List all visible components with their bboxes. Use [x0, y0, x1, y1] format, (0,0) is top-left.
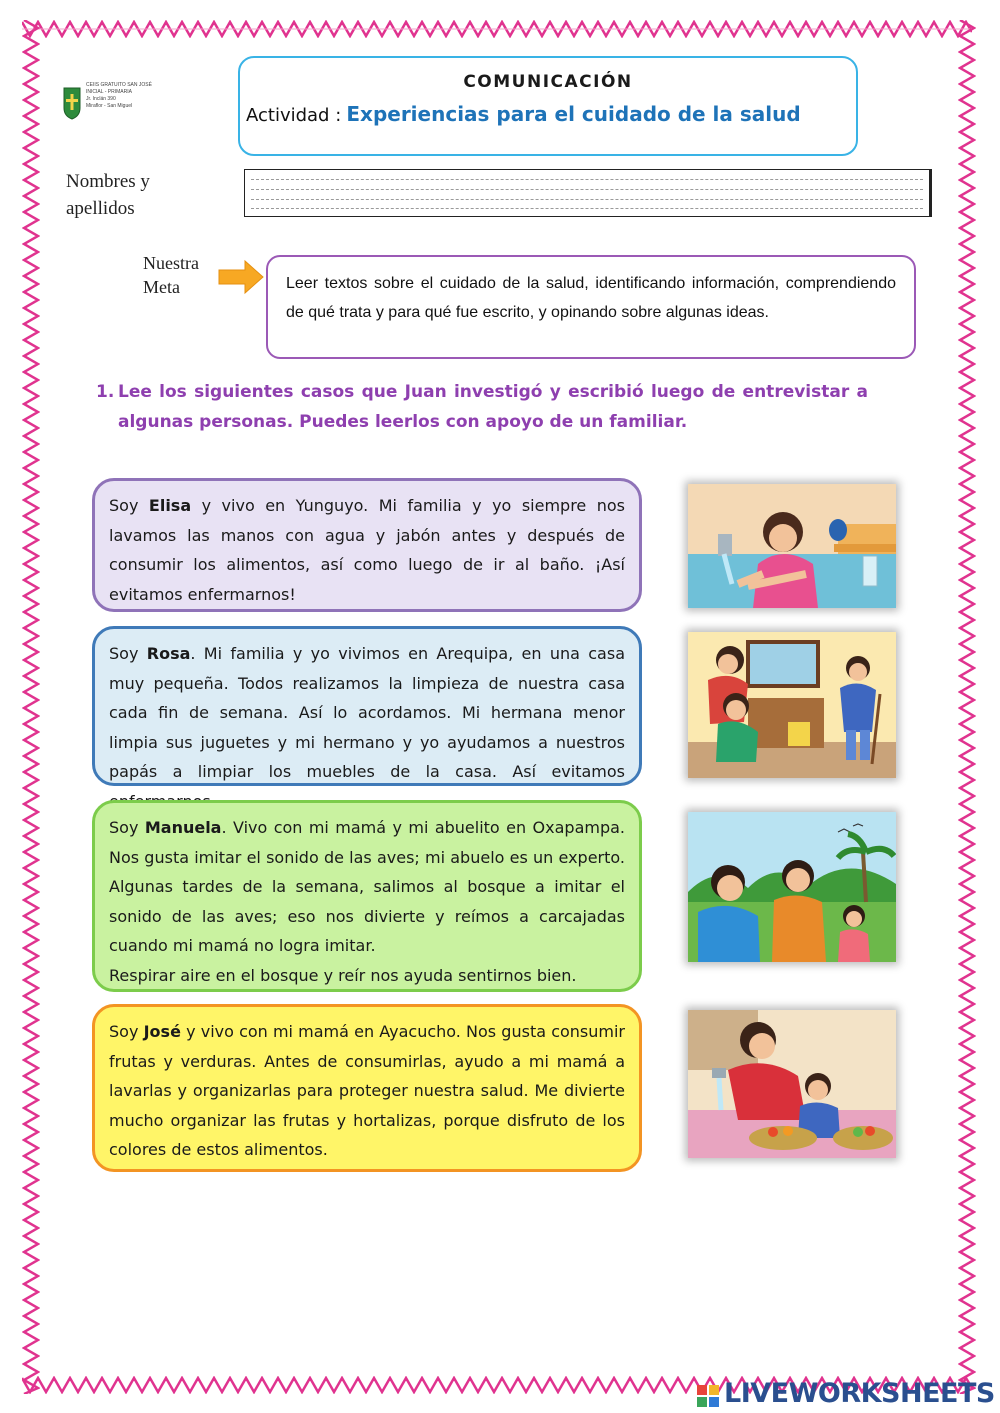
case-person-name: Rosa	[146, 644, 191, 663]
goal-label: Nuestra Meta	[143, 253, 199, 297]
writing-guide-line	[251, 199, 923, 200]
case-text: Soy Manuela. Vivo con mi mamá y mi abuelito en Oxapampa. Nos gusta imitar el sonido de las aves; mi abuelo es un experto. Algunas tardes de la semana, salimos al bosque a imitar el sonido de las aves; eso nos divierte y reímos a carcajadas cuando mi mamá no logra imitar.	[109, 818, 626, 955]
subject-title: COMUNICACIÓN	[463, 72, 633, 92]
illustration-handwashing	[688, 484, 896, 608]
case-text: Soy José y vivo con mi mamá en Ayacucho. Nos gusta consumir frutas y verduras. Antes de consumirlas, ayudo a mi mamá a lavarlas y organizarlas para proteger nuestra salud. Me divierte mucho organizar las frutas y hortalizas, porque disfruto de los colores de estos alimentos.	[109, 1022, 626, 1159]
liveworksheets-watermark[interactable]	[696, 1380, 996, 1410]
case-extra-text: Respirar aire en el bosque y reír nos ayuda sentirnos bien.	[109, 965, 577, 985]
case-card-rosa	[92, 626, 642, 786]
instruction-number: 1.	[96, 382, 115, 402]
writing-guide-line	[251, 208, 923, 209]
case-person-name: Elisa	[148, 496, 192, 515]
case-card-manuela	[92, 800, 642, 992]
activity-title: Experiencias para el cuidado de la salud	[346, 102, 801, 126]
writing-guide-line	[251, 179, 923, 180]
instruction	[96, 377, 868, 437]
school-logo	[62, 82, 162, 128]
activity-row	[246, 102, 801, 126]
illustration-forest-birds	[688, 812, 896, 962]
arrow-right-icon	[217, 259, 265, 295]
writing-guide-line	[251, 189, 923, 190]
names-input[interactable]	[244, 169, 932, 217]
illustration-house-cleaning	[688, 632, 896, 778]
page-border-top	[22, 20, 972, 38]
case-text: Soy Elisa y vivo en Yunguyo. Mi familia y yo siempre nos lavamos las manos con agua y jabón antes y después de consumir los alimentos, así como luego de ir al baño. ¡Así evitamos enfermarnos!	[109, 496, 626, 604]
activity-label: Actividad :	[246, 105, 342, 126]
case-person-name: Manuela	[144, 818, 222, 837]
case-card-jose	[92, 1004, 642, 1172]
page-border-right	[958, 20, 976, 1394]
names-label: Nombres y apellidos	[66, 171, 150, 219]
watermark-text: LIVEWORKSHEETS	[724, 1378, 995, 1409]
liveworksheets-logo-icon	[696, 1384, 720, 1408]
title-box	[238, 56, 858, 156]
instruction-text: Lee los siguientes casos que Juan investigó y escribió luego de entrevistar a algunas personas. Puedes leerlos con apoyo de un familiar.	[118, 382, 868, 432]
case-card-elisa	[92, 478, 642, 612]
illustration-washing-fruits	[688, 1010, 896, 1158]
school-name: CEIIS GRATUITO SAN JOSÉ INICIAL - PRIMARIA Jr. Inclán 390 Miraflor - San Miguel	[86, 82, 152, 109]
school-crest-icon	[62, 86, 82, 120]
case-text: Soy Rosa. Mi familia y yo vivimos en Arequipa, en una casa muy pequeña. Todos realizamos la limpieza de nuestra casa cada fin de semana. Así lo acordamos. Mi hermana menor limpia sus juguetes y mi hermano y yo ayudamos a nuestros papás a limpiar los muebles de la casa. Así evitamos	[109, 644, 626, 781]
case-person-name: José	[143, 1022, 181, 1041]
page-border-left	[22, 20, 40, 1394]
goal-box: Leer textos sobre el cuidado de la salud, identificando información, comprendiendo de qué trata y para qué fue escrito, y opinando sobre algunas ideas.	[266, 255, 916, 359]
